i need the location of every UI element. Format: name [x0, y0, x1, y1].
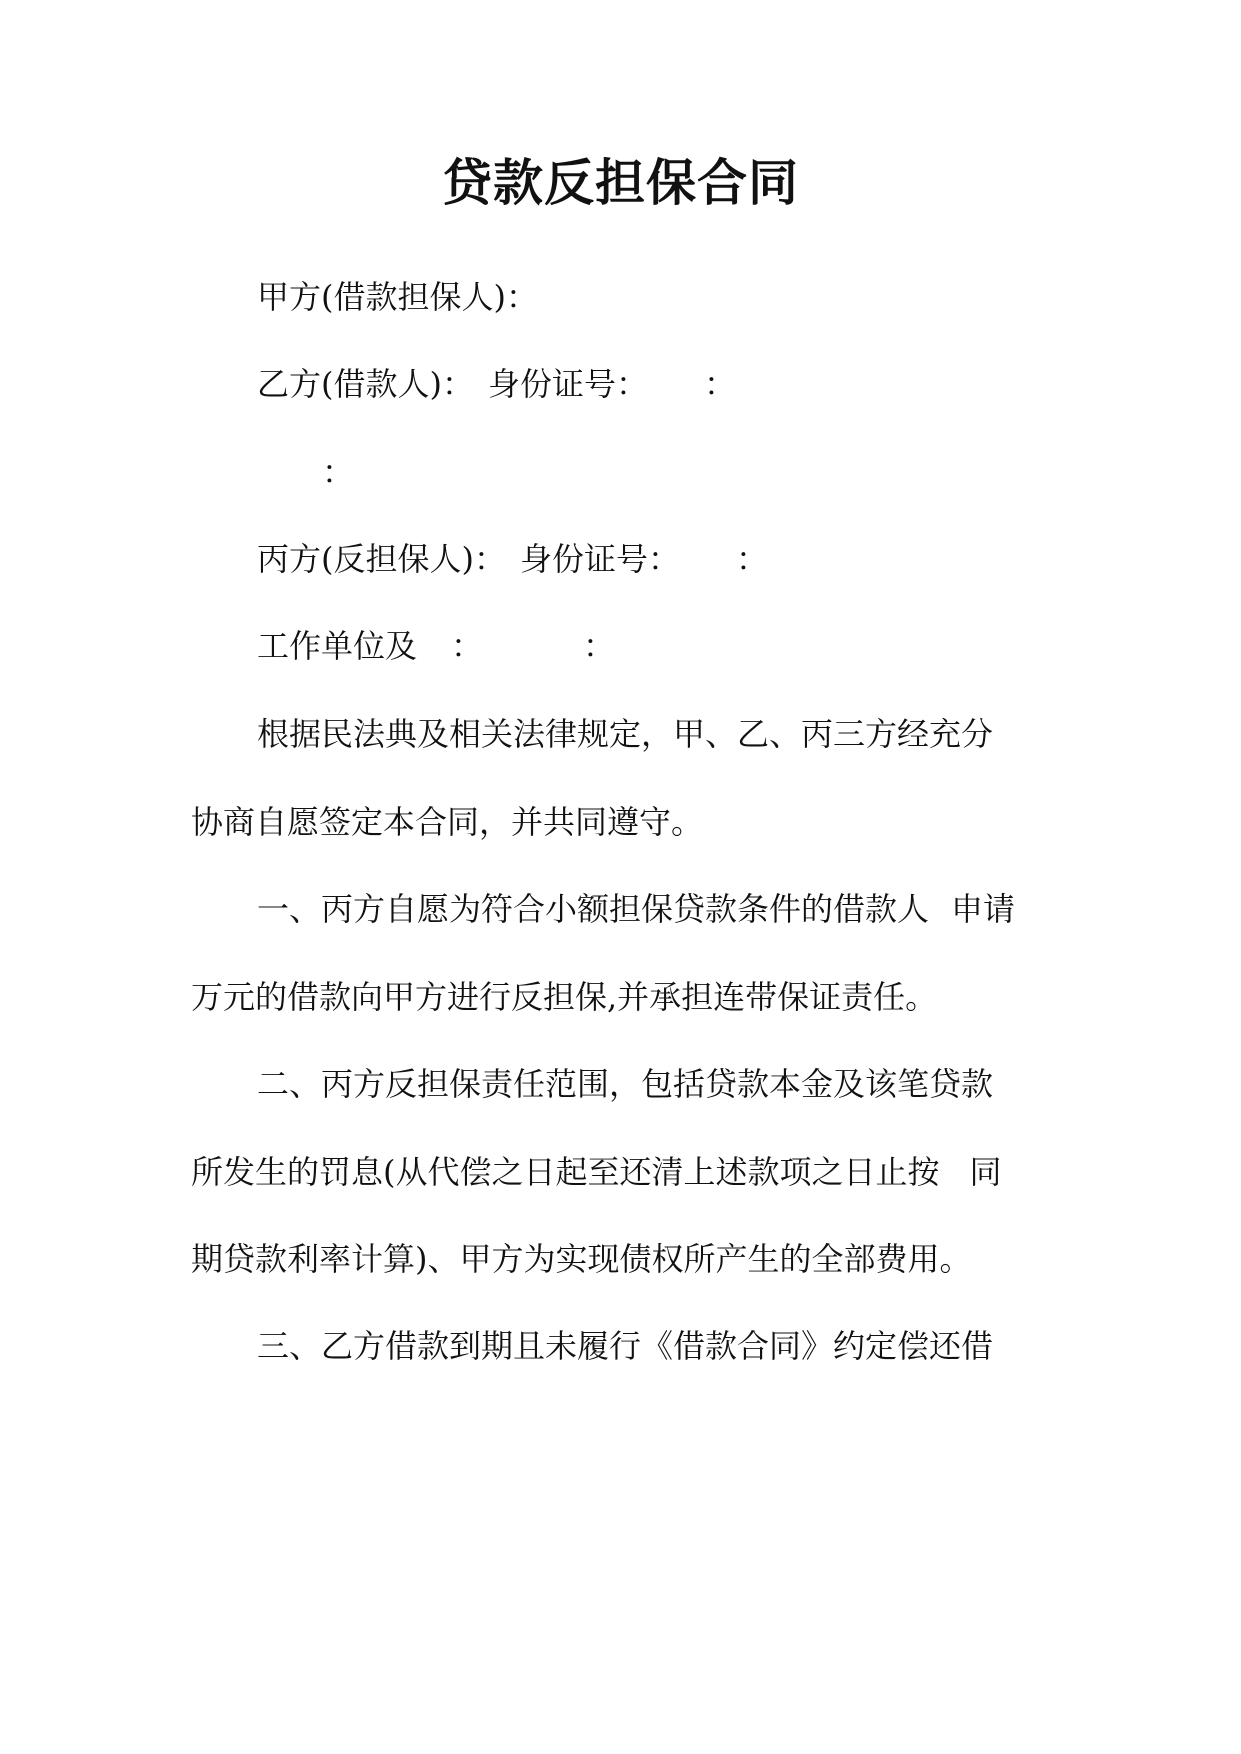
intro-line-2: 协商自愿签定本合同，并共同遵守。 — [191, 803, 704, 841]
party-c-id-colon: ： — [736, 540, 769, 578]
party-a-label: 甲方(借款担保人)： — [257, 278, 538, 316]
party-b-line — [257, 364, 736, 404]
party-c-line — [257, 539, 768, 579]
party-b-label: 乙方(借款人)： — [257, 365, 474, 403]
clause-2-line-3: 期贷款利率计算)、甲方为实现债权所产生的全部费用。 — [191, 1240, 972, 1278]
party-b-extra-line — [322, 452, 354, 492]
document-title: 贷款反担保合同 — [442, 153, 799, 212]
clause-1-text-b: 申请 — [951, 890, 1016, 928]
clause-1-text-a: 一、丙方自愿为符合小额担保贷款条件的借款人 — [257, 890, 930, 928]
clause-1-line-1 — [257, 889, 1015, 929]
clause-3-line-1: 三、乙方借款到期且未履行《借款合同》约定偿还借 — [257, 1327, 994, 1365]
work-unit-colon-2: ： — [583, 627, 616, 665]
party-b-extra-colon: ： — [322, 453, 355, 491]
work-unit-label: 工作单位及 — [257, 627, 418, 665]
party-a-line — [257, 277, 538, 317]
work-unit-colon-1: ： — [451, 627, 484, 665]
clause-2-text-a: 所发生的罚息(从代偿之日起至还清上述款项之日止按 — [191, 1153, 940, 1191]
clause-2-line-1: 二、丙方反担保责任范围，包括贷款本金及该笔贷款 — [257, 1065, 994, 1103]
party-b-id-colon: ： — [704, 365, 737, 403]
work-unit-line — [257, 626, 615, 666]
clause-2-text-b: 同 — [969, 1153, 1002, 1191]
party-c-id-label: 身份证号： — [519, 540, 680, 578]
clause-2-line-2 — [191, 1152, 1002, 1192]
party-b-id-label: 身份证号： — [487, 365, 648, 403]
clause-1-line-2: 万元的借款向甲方进行反担保,并承担连带保证责任。 — [191, 978, 938, 1016]
intro-line-1: 根据民法典及相关法律规定，甲、乙、丙三方经充分 — [257, 715, 994, 753]
party-c-label: 丙方(反担保人)： — [257, 540, 506, 578]
